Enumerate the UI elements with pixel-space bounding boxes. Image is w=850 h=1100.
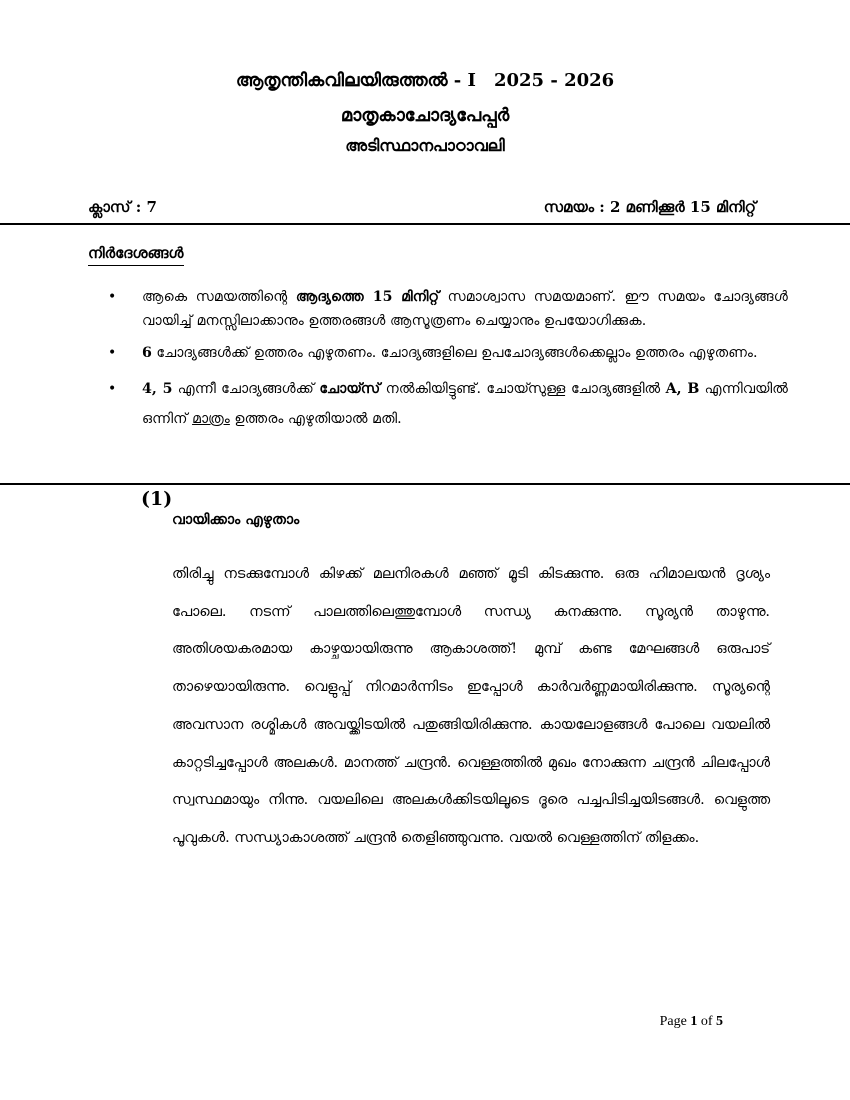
bullet-icon: • — [108, 381, 117, 397]
instruction-part: സമാശ്വാസ സമയമാണ്. ഈ സമയം ചോദ്യങ്ങൾ വായിച്ച് മനസ്സിലാക്കാനും ഉത്തരങ്ങൾ ആസൂത്രണം ചെയ്യാനും ഉപയോഗിക്കുക. — [142, 289, 788, 329]
academic-year: 2025 - 2026 — [493, 70, 615, 91]
meta-row — [0, 198, 850, 222]
instructions-divider — [0, 483, 850, 485]
instruction-text — [142, 285, 788, 333]
instruction-emphasis: ആദ്യത്തെ 15 മിനിറ്റ് — [295, 289, 440, 305]
question-number: (1) — [141, 488, 173, 510]
instruction-item — [108, 374, 788, 434]
question-title: വായിക്കാം എഴുതാം — [172, 511, 300, 528]
paper-type: മാതൃകാചോദ്യപേപ്പർ — [340, 105, 510, 126]
instruction-part: എന്നിവയിൽ ഒന്നിന് — [142, 381, 788, 427]
reading-passage: തിരിച്ചു നടക്കുമ്പോൾ കിഴക്ക് മലനിരകൾ മഞ്ഞ് മൂടി കിടക്കുന്നു. ഒരു ഹിമാലയൻ ദൃശ്യം പോലെ. നടന്ന് പാലത്തിലെത്തുമ്പോൾ സന്ധ്യ കനക്കുന്നു. സൂര്യൻ താഴുന്നു. അതിശയകരമായ കാഴ്ചയായിരുന്നു ആകാശത്ത്! മുമ്പ് കണ്ട മേഘങ്ങൾ ഒരുപാട് താഴെയായിരുന്നു. വെളുപ്പ് നിറമാർന്നിടം ഇപ്പോൾ കാർവർണ്ണമായിരിക്കുന്നു. സൂര്യന്റെ അവസാന രശ്മികൾ അവയ്ക്കിടയിൽ പതുങ്ങിയിരിക്കുന്നു. കായലോളങ്ങൾ പോലെ വയലിൽ കാറ്റടിച്ചപ്പോൾ അലകൾ. മാനത്ത് ചന്ദ്രൻ. വെള്ളത്തിൽ മുഖം നോക്കുന്ന ചന്ദ്രൻ ചിലപ്പോൾ സ്വസ്ഥമായും നിന്നു. വയലിലെ അലകൾക്കിടയിലൂടെ ദൂരെ പച്ചപിടിച്ചയിടങ്ങൾ. വെളുത്ത പൂവുകൾ. സന്ധ്യാകാശത്ത് ചന്ദ്രൻ തെളിഞ്ഞുവന്നു. വയൽ വെള്ളത്തിന് തിളക്കം. — [172, 566, 770, 846]
page-footer — [660, 1014, 723, 1030]
curriculum-title: അടിസ്ഥാനപാഠാവലി — [345, 136, 505, 155]
instruction-item — [108, 339, 788, 368]
header-divider — [0, 223, 850, 225]
instruction-emphasis: 4, 5 — [142, 381, 173, 397]
page-word: Page — [659, 1014, 687, 1029]
instruction-emphasis: A, B — [665, 381, 700, 397]
time-label: സമയം : 2 മണിക്കൂർ 15 മിനിറ്റ് — [543, 198, 756, 216]
total-pages-number: 5 — [716, 1014, 723, 1029]
instruction-text — [142, 374, 788, 434]
instruction-part: എന്നീ ചോദ്യങ്ങൾക്ക് — [172, 381, 320, 397]
instruction-item — [108, 285, 788, 333]
instruction-underline: മാത്രം — [192, 411, 230, 427]
instruction-part: ചോദ്യങ്ങൾക്ക് ഉത്തരം എഴുതണം. ചോദ്യങ്ങളിലെ ഉപചോദ്യങ്ങൾക്കെല്ലാം ഉത്തരം എഴുതണം. — [151, 345, 758, 361]
bullet-icon: • — [108, 345, 117, 361]
class-label: ക്ലാസ് : 7 — [88, 198, 157, 216]
instruction-emphasis: 6 — [142, 345, 152, 361]
instruction-emphasis: ചോയ്സ് — [319, 381, 381, 397]
of-word: of — [700, 1014, 713, 1029]
current-page-number: 1 — [690, 1014, 698, 1029]
instruction-part: നൽകിയിട്ടുണ്ട്. ചോയ്സുള്ള ചോദ്യങ്ങളിൽ — [380, 381, 666, 397]
instructions-list — [108, 285, 788, 434]
bullet-icon: • — [108, 289, 117, 305]
instruction-text — [142, 339, 788, 368]
exam-title-line — [0, 70, 850, 91]
instruction-part: ഉത്തരം എഴുതിയാൽ മതി. — [229, 411, 402, 427]
exam-title: ആതൃന്തികവിലയിരുത്തൽ - I — [235, 70, 476, 91]
instructions-heading: നിർദേശങ്ങൾ — [88, 244, 184, 266]
instruction-part: ആകെ സമയത്തിന്റെ — [142, 289, 296, 305]
